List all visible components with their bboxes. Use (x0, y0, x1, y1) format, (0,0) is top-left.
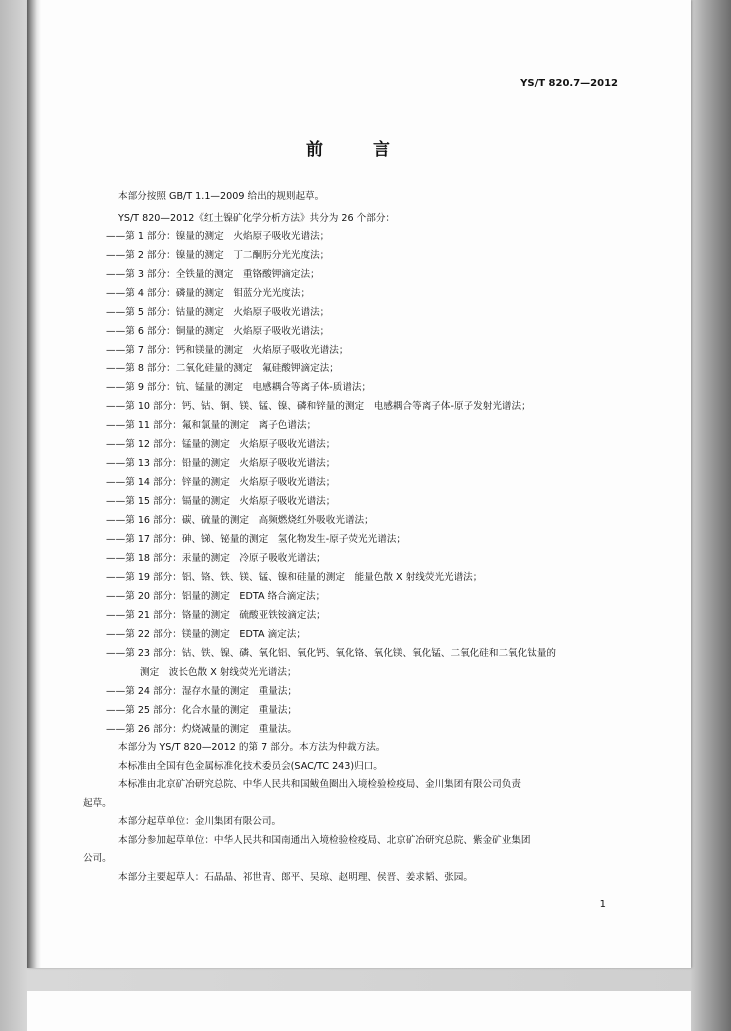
body-line: 测定 波长色散 X 射线荧光光谱法； (140, 667, 297, 678)
document-page (27, 0, 691, 968)
body-line: ——第 12 部分：锰量的测定 火焰原子吸收光谱法； (106, 439, 336, 450)
body-line: ——第 22 部分：镁量的测定 EDTA 滴定法； (106, 629, 306, 640)
next-page-edge (27, 991, 691, 1031)
body-line: ——第 2 部分：镍量的测定 丁二酮肟分光光度法； (106, 250, 330, 261)
body-line: ——第 17 部分：砷、锑、铋量的测定 氢化物发生-原子荧光光谱法； (106, 534, 406, 545)
body-line: 本部分参加起草单位：中华人民共和国南通出入境检验检疫局、北京矿冶研究总院、紫金矿业集团 (118, 835, 531, 846)
body-line: ——第 26 部分：灼烧减量的测定 重量法。 (106, 724, 297, 735)
body-line: YS/T 820—2012《红土镍矿化学分析方法》共分为 26 个部分： (118, 213, 396, 224)
body-line: ——第 3 部分：全铁量的测定 重铬酸钾滴定法； (106, 269, 320, 280)
body-line: ——第 11 部分：氟和氯量的测定 离子色谱法； (106, 420, 317, 431)
body-line: 本标准由全国有色金属标准化技术委员会(SAC/TC 243)归口。 (118, 761, 383, 772)
body-line: ——第 4 部分：磷量的测定 钼蓝分光光度法； (106, 288, 311, 299)
body-line: 本标准由北京矿冶研究总院、中华人民共和国鲅鱼圈出入境检验检疫局、金川集团有限公司负责 (118, 779, 521, 790)
body-line: ——第 14 部分：锌量的测定 火焰原子吸收光谱法； (106, 477, 336, 488)
body-line: 本部分为 YS/T 820—2012 的第 7 部分。本方法为仲裁方法。 (118, 742, 386, 753)
body-line: 本部分按照 GB/T 1.1—2009 给出的规则起草。 (118, 191, 325, 202)
page-number: 1 (599, 899, 606, 910)
body-line: ——第 8 部分：二氧化硅量的测定 氟硅酸钾滴定法； (106, 363, 339, 374)
body-line: ——第 19 部分：铝、铬、铁、镁、锰、镍和硅量的测定 能量色散 X 射线荧光光谱法； (106, 572, 483, 583)
page-title: 前 言 (306, 140, 412, 160)
body-line: ——第 9 部分：钪、锰量的测定 电感耦合等离子体-质谱法； (106, 382, 372, 393)
body-line: 起草。 (83, 798, 112, 809)
body-line: ——第 20 部分：铝量的测定 EDTA 络合滴定法； (106, 591, 326, 602)
body-line: ——第 24 部分：湿存水量的测定 重量法； (106, 686, 297, 697)
body-line: ——第 1 部分：镍量的测定 火焰原子吸收光谱法； (106, 231, 330, 242)
body-line: 本部分主要起草人：石晶晶、祁世青、郎平、吴琼、赵明理、侯晋、姜求韬、张园。 (118, 872, 473, 883)
body-line: ——第 7 部分：钙和镁量的测定 火焰原子吸收光谱法； (106, 345, 349, 356)
body-line: ——第 16 部分：碳、硫量的测定 高频燃烧红外吸收光谱法； (106, 515, 374, 526)
body-line: ——第 15 部分：镉量的测定 火焰原子吸收光谱法； (106, 496, 336, 507)
body-line: 公司。 (83, 853, 112, 864)
body-line: ——第 23 部分：钴、铁、镍、磷、氧化铝、氧化钙、氧化铬、氧化镁、氧化锰、二氧化硅和二氧化钛量的 (106, 648, 557, 659)
body-line: ——第 13 部分：铅量的测定 火焰原子吸收光谱法； (106, 458, 336, 469)
body-line: ——第 25 部分：化合水量的测定 重量法； (106, 705, 297, 716)
body-line: ——第 21 部分：铬量的测定 硫酸亚铁铵滴定法； (106, 610, 326, 621)
body-line: ——第 5 部分：钴量的测定 火焰原子吸收光谱法； (106, 307, 330, 318)
body-line: ——第 10 部分：钙、钴、铜、镁、锰、镍、磷和锌量的测定 电感耦合等离子体-原子发射光谱法； (106, 401, 531, 412)
body-line: ——第 6 部分：铜量的测定 火焰原子吸收光谱法； (106, 326, 330, 337)
body-line: 本部分起草单位：金川集团有限公司。 (118, 816, 282, 827)
standard-code: YS/T 820.7—2012 (520, 78, 618, 89)
body-line: ——第 18 部分：汞量的测定 冷原子吸收光谱法； (106, 553, 326, 564)
